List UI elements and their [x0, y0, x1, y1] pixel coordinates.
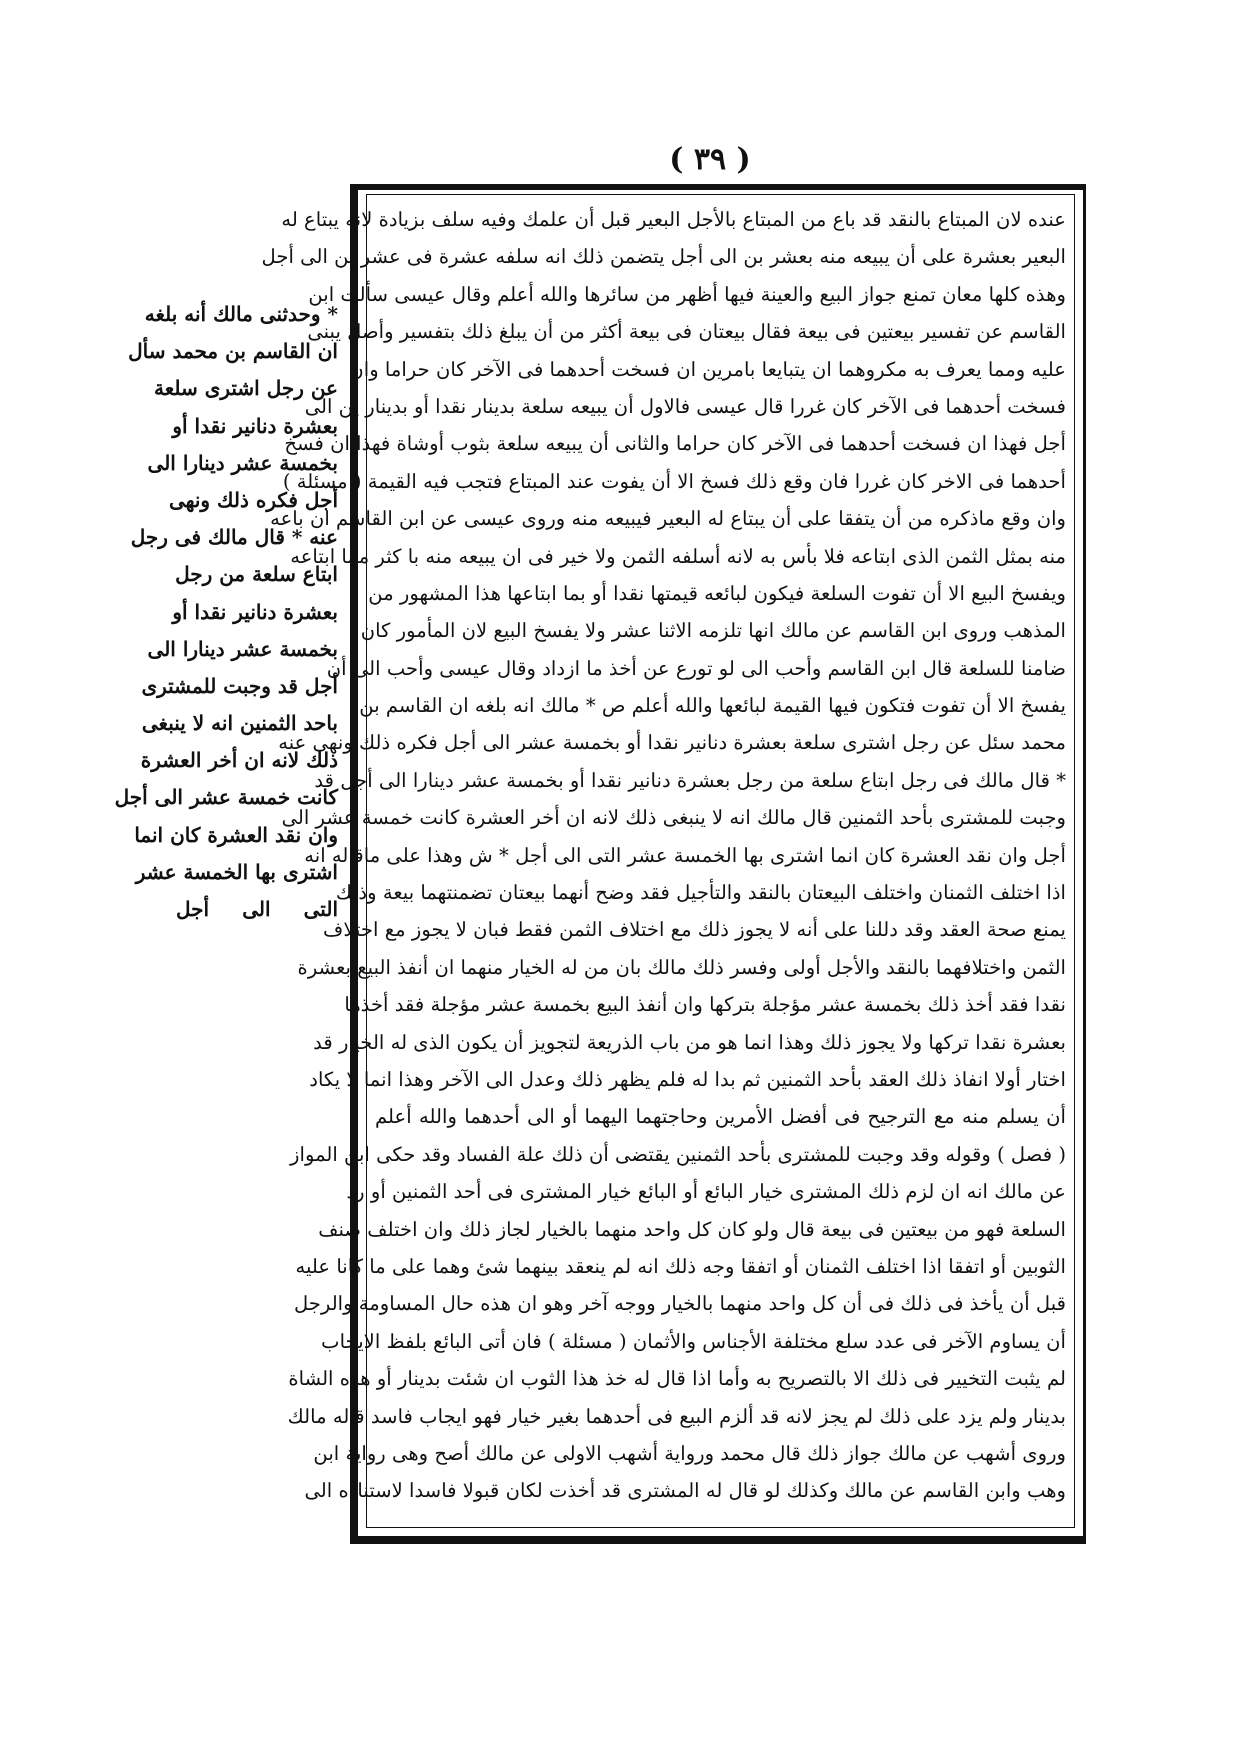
text-line: ذلك لانه ان أخر العشرة	[140, 748, 338, 773]
text-line: قبل أن يأخذ فى ذلك فى أن كل واحد منهما بالخيار ووجه آخر وهو ان هذه حال المساومة والرجل	[293, 1292, 1066, 1316]
text-line: وروى أشهب عن مالك جواز ذلك قال محمد ورواية أشهب الاولى عن مالك أصح وهى رواية ابن	[313, 1441, 1066, 1465]
text-line: بخمسة عشر دينارا الى	[147, 636, 338, 661]
text-line: لم يثبت التخيير فى ذلك الا بالتصريح به وأما اذا قال له خذ هذا الثوب ان شئت بدينار أو هذه الشاة	[288, 1367, 1066, 1391]
text-line: السلعة فهو من بيعتين فى بيعة قال ولو كان كل واحد منهما بالخيار لجاز ذلك وان اختلف صنف	[318, 1217, 1066, 1241]
text-line: أجل قد وجبت للمشترى	[141, 673, 338, 698]
text-line: عنه * قال مالك فى رجل	[130, 525, 338, 550]
text-line: * وحدثنى مالك أنه بلغه	[144, 302, 338, 326]
text-line: القاسم عن تفسير بيعتين فى بيعة فقال بيعتان فى بيعة أكثر من أن يبلغ ذلك بتفسير وأصل يبنى	[307, 320, 1066, 344]
text-line: باحد الثمنين انه لا ينبغى	[141, 711, 338, 736]
text-line: الثمن واختلافهما بالنقد والأجل أولى وفسر ذلك مالك بان من له الخيار منهما ان أنفذ البيع بعشرة	[297, 955, 1066, 979]
text-line: ويفسخ البيع الا أن تفوت السلعة فيكون لبائعه قيمتها نقدا أو بما ابتاعها هذا المشهور من	[368, 581, 1066, 605]
text-line: بدينار ولم يزد على ذلك لم يجز لانه قد ألزم البيع فى أحدهما بغير خيار فهو ايجاب فاسد قاله مالك	[287, 1404, 1066, 1428]
text-line: وان نقد العشرة كان انما	[134, 822, 338, 847]
text-line: يمنع صحة العقد وقد دللنا على أنه لا يجوز ذلك مع اختلاف الثمن فقط فبان لا يجوز مع اختلاف	[323, 918, 1066, 942]
text-line: اختار أولا انفاذ ذلك العقد بأحد الثمنين ثم بدا له فلم يظهر ذلك وعدل الى الآخر وهذا انما لا يكاد	[309, 1067, 1066, 1091]
text-line: فسخت أحدهما فى الآخر كان غررا قال عيسى فالاول أن يبيعه سلعة بدينار نقدا أو بدينار ين الى	[304, 394, 1066, 418]
text-line: أجل فهذا ان فسخت أحدهما فى الآخر كان حراما والثانى أن يبيعه سلعة بثوب أوشاة فهذا ان فسخ	[284, 432, 1066, 456]
main-text-frame	[261, 184, 1086, 1544]
text-line: ابتاع سلعة من رجل	[175, 562, 338, 587]
page-number: ( ٣٩ )	[669, 142, 751, 177]
text-line: بعشرة دنانير نقدا أو	[172, 599, 338, 624]
text-line: كانت خمسة عشر الى أجل	[114, 785, 338, 810]
commentary-text-block	[261, 201, 1066, 1510]
text-line: أجل وان نقد العشرة كان انما اشترى بها الخمسة عشر التى الى أجل * ش وهذا على ماقاله انه	[304, 843, 1066, 867]
text-line: أحدهما فى الاخر كان غررا فان وقع ذلك فسخ الا أن يفوت عند المبتاع فتجب فيه القيمة ( مسئلة )	[282, 469, 1066, 493]
text-line: عن رجل اشترى سلعة	[153, 376, 338, 401]
text-line: بخمسة عشر دينارا الى	[147, 450, 338, 475]
text-line: اشترى بها الخمسة عشر	[135, 859, 338, 884]
text-line: ان القاسم بن محمد سأل	[128, 339, 338, 364]
text-line: بعشرة دنانير نقدا أو	[172, 413, 338, 438]
text-line: البعير بعشرة على أن يبيعه منه بعشر بن الى أجل يتضمن ذلك انه سلفه عشرة فى عشر بن الى أجل	[261, 245, 1066, 269]
text-line: عليه ومما يعرف به مكروهما ان يتبايعا بامرين ان فسخت أحدهما فى الآخر كان حراما وان	[349, 357, 1066, 381]
text-line: محمد سئل عن رجل اشترى سلعة بعشرة دنانير نقدا أو بخمسة عشر الى أجل فكره ذلك ونهى عنه	[278, 731, 1066, 755]
text-line: عنده لان المبتاع بالنقد قد باع من المبتاع بالأجل البعير قبل أن علمك وفيه سلف بزيادة لانه يبتاع له	[281, 208, 1066, 231]
text-line: الثوبين أو اتفقا اذا اختلف الثمنان أو اتفقا وجه ذلك انه لم ينعقد بينهما شئ وهما على ما كانا عليه	[295, 1254, 1066, 1278]
text-line: بعشرة نقدا تركها ولا يجوز ذلك وهذا انما هو من باب الذريعة لتجويز أن يكون الذى له الخيار قد	[313, 1030, 1066, 1054]
text-line: ( فصل ) وقوله وقد وجبت للمشترى بأحد الثمنين يقتضى أن ذلك علة الفساد وقد حكى ابن المواز	[290, 1142, 1066, 1166]
text-line: وان وقع ماذكره من أن يتفقا على أن يبتاع له البعير فيبيعه منه وروى عيسى عن ابن القاسم ان باعه	[270, 507, 1066, 531]
text-line: ضامنا للسلعة قال ابن القاسم وأحب الى لو تورع عن أخذ ما ازداد وقال عيسى وأحب الى أن	[326, 656, 1066, 680]
text-line: المذهب وروى ابن القاسم عن مالك انها تلزمه الاثنا عشر ولا يفسخ البيع لان المأمور كان	[360, 619, 1066, 643]
text-line: منه بمثل الثمن الذى ابتاعه فلا بأس به لانه أسلفه الثمن ولا خير فى ان يبيعه منه با كثر مما ابتاعه	[290, 544, 1066, 568]
text-line: وهذه كلها معان تمنع جواز البيع والعينة فيها أظهر من سائرها والله أعلم وقال عيسى سألت ابن	[308, 282, 1066, 306]
text-line: أن يساوم الآخر فى عدد سلع مختلفة الأجناس والأثمان ( مسئلة ) فان أتى البائع بلفظ الايجاب	[321, 1329, 1066, 1353]
text-line: أجل فكره ذلك ونهى	[168, 487, 338, 512]
text-line: أن يسلم منه مع الترجيح فى أفضل الأمرين وحاجتهما اليهما أو الى أحدهما والله أعلم	[375, 1105, 1066, 1129]
text-line: التى الى أجل	[176, 897, 338, 921]
text-line: يفسخ الا أن تفوت فتكون فيها القيمة لبائعها والله أعلم ص * مالك انه بلغه ان القاسم بن	[359, 694, 1066, 718]
text-line: وهب وابن القاسم عن مالك وكذلك لو قال له المشترى قد أخذت لكان قبولا فاسدا لاستناده الى	[304, 1479, 1066, 1503]
text-line: عن مالك انه ان لزم ذلك المشترى خيار البائع أو البائع خيار المشترى فى أحد الثمنين أو رد	[346, 1180, 1066, 1204]
text-line: نقدا فقد أخذ ذلك بخمسة عشر مؤجلة بتركها وان أنفذ البيع بخمسة عشر مؤجلة فقد أخذها	[344, 993, 1066, 1017]
main-text-inner-border	[261, 194, 1075, 1528]
text-line: * قال مالك فى رجل ابتاع سلعة من رجل بعشرة دنانير نقدا أو بخمسة عشر دينارا الى أجل قد	[314, 768, 1066, 792]
text-line: وجبت للمشترى بأحد الثمنين قال مالك انه لا ينبغى ذلك لانه ان أخر العشرة كانت خمسة عشر الى	[281, 806, 1066, 830]
text-line: اذا اختلف الثمنان واختلف البيعتان بالنقد والتأجيل فقد وضح أنهما بيعتان تضمنتهما بيعة وذلك	[335, 881, 1066, 905]
